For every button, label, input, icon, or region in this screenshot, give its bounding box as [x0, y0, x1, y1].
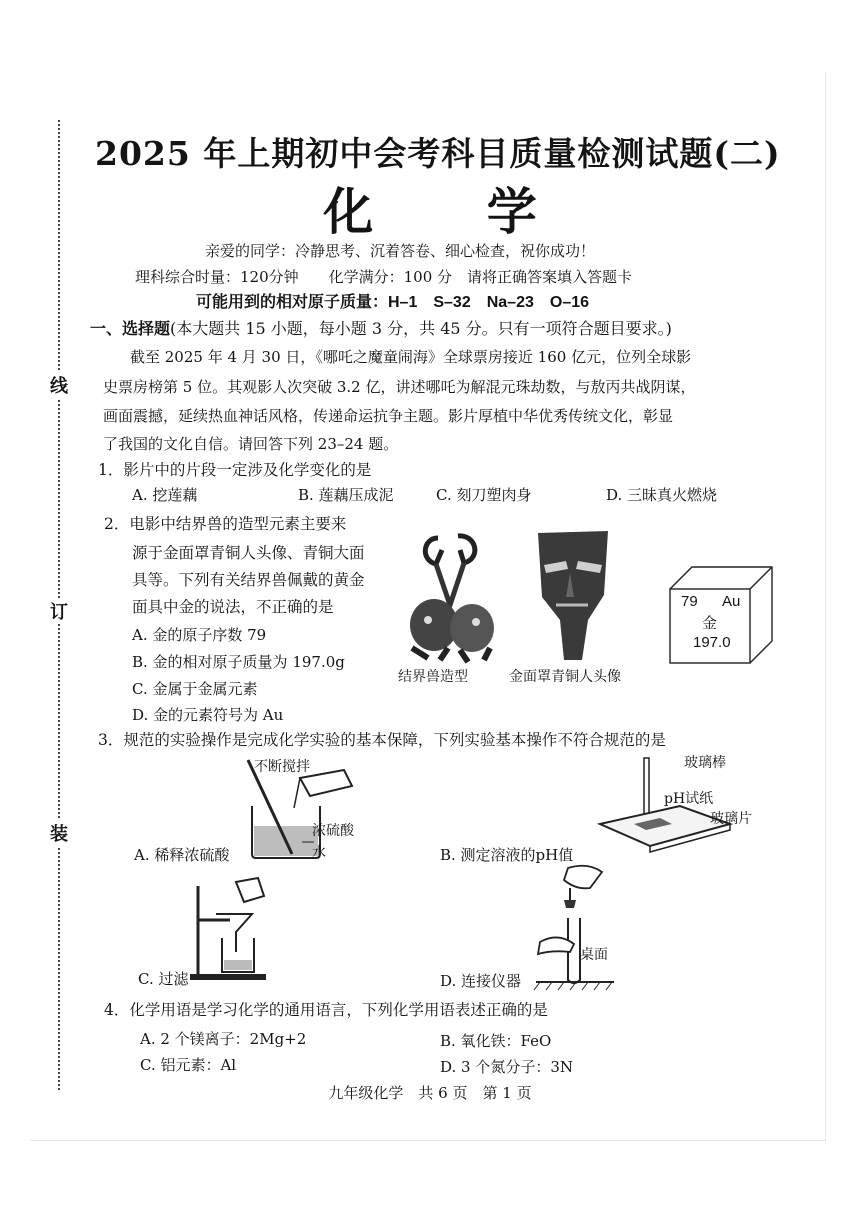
passage-line: 截至 2025 年 4 月 30 日，《哪吒之魔童闹海》全球票房接近 160 亿元，位列全球影 [130, 348, 692, 366]
element-number: 79 [681, 593, 698, 610]
caption-beast: 结界兽造型 [398, 669, 468, 685]
connecting-apparatus [530, 862, 620, 992]
q4-option-d: D. 3 个氮分子：3N [440, 1058, 574, 1076]
q3-option-b: B. 测定溶液的pH值 [440, 846, 574, 864]
q1-option-c: C. 刻刀塑肉身 [436, 486, 532, 504]
q2-stem-line: 面具中金的说法，不正确的是 [132, 598, 334, 616]
q2-option-b: B. 金的相对原子质量为 197.0g [132, 653, 345, 671]
binding-mark-zhuang: 装 [47, 820, 71, 846]
q2-stem-line: 源于金面罩青铜人头像、青铜大面 [132, 544, 365, 562]
q1-option-a: A. 挖莲藕 [132, 486, 198, 504]
label-desk: 桌面 [580, 947, 608, 963]
filtration-apparatus [186, 876, 276, 984]
q2-option-c: C. 金属于金属元素 [132, 680, 258, 698]
passage-line: 画面震撼，延续热血神话风格，传递命运抗争主题。影片厚植中华优秀传统文化，彰显 [103, 407, 674, 425]
q1-option-b: B. 莲藕压成泥 [298, 486, 394, 504]
q4-option-b: B. 氧化铁：FeO [440, 1032, 552, 1050]
caption-bronze-head: 金面罩青铜人头像 [509, 669, 621, 685]
passage-line: 了我国的文化自信。请回答下列 23–24 题。 [103, 435, 399, 453]
q2-option-a: A. 金的原子序数 79 [132, 626, 267, 644]
q3-option-a: A. 稀释浓硫酸 [134, 846, 230, 864]
label-glass-plate: 玻璃片 [710, 811, 752, 827]
section-note: (本大题共 15 小题，每小题 3 分，共 45 分。只有一项符合题目要求。) [170, 319, 672, 338]
subject-title: 化 学 [323, 182, 585, 241]
q4-option-c: C. 铝元素：Al [140, 1056, 237, 1074]
binding-mark-ding: 订 [47, 598, 71, 624]
beast-figure-image [398, 530, 508, 665]
q1-stem: 1．影片中的片段一定涉及化学变化的是 [98, 461, 372, 479]
q2-stem-line: 具等。下列有关结界兽佩戴的黄金 [132, 571, 365, 589]
q1-option-d: D. 三昧真火燃烧 [606, 486, 718, 504]
element-mass: 197.0 [693, 634, 731, 651]
label-stir: 不断搅拌 [254, 759, 310, 775]
q2-option-d: D. 金的元素符号为 Au [132, 706, 284, 724]
label-ph-paper: pH试纸 [664, 791, 714, 807]
label-water: 水 [312, 845, 326, 861]
atomic-masses: 可能用到的相对原子质量：H–1 S–32 Na–23 O–16 [196, 294, 590, 311]
section-heading [90, 316, 672, 339]
label-acid: 浓硫酸 [312, 823, 354, 839]
q3-option-c: C. 过滤 [138, 970, 189, 988]
q3-stem: 3．规范的实验操作是完成化学实验的基本保障，下列实验基本操作不符合规范的是 [98, 731, 666, 749]
exam-title: 2025 年上期初中会考科目质量检测试题(二) [95, 134, 781, 173]
bronze-head-image [530, 525, 615, 665]
page-footer: 九年级化学 共 6 页 第 1 页 [328, 1084, 532, 1102]
label-rod: 玻璃棒 [684, 755, 726, 771]
section-title: 一、选择题 [90, 319, 171, 338]
binding-mark-xian: 线 [47, 372, 71, 398]
q4-stem: 4．化学用语是学习化学的通用语言，下列化学用语表述正确的是 [104, 1001, 548, 1019]
passage-line: 史票房榜第 5 位。其观影人次突破 3.2 亿，讲述哪吒为解混元珠劫数，与敖丙共战阴谋， [103, 378, 696, 396]
element-symbol: Au [722, 593, 741, 610]
q2-stem-line: 2．电影中结界兽的造型元素主要来 [104, 515, 347, 533]
element-name: 金 [702, 614, 718, 632]
time-info: 理科综合时量：120分钟 化学满分：100 分 请将正确答案填入答题卡 [135, 268, 633, 286]
q4-option-a: A. 2 个镁离子：2Mg+2 [140, 1030, 307, 1048]
greeting: 亲爱的同学：冷静思考、沉着答卷、细心检查，祝你成功！ [205, 242, 596, 260]
q3-option-d: D. 连接仪器 [440, 972, 522, 990]
